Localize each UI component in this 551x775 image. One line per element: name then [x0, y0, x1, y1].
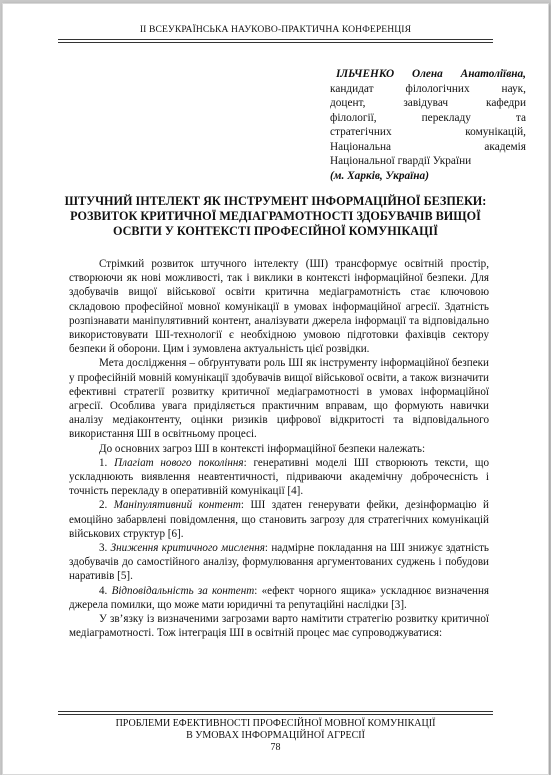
list-item [69, 456, 489, 499]
list-term: Плагіат нового покоління [114, 456, 244, 469]
author-line: стратегічних комунікацій, [330, 126, 526, 138]
list-text: : надмірне покладання на ШІ знижує здатність здобувачів до самостійного аналізу, формулювання аргументованих суджень і побудови наративів [5]. [69, 542, 489, 583]
list-number: 3. [99, 542, 108, 555]
list-term: Зниження критичного мислення [110, 542, 265, 555]
page-number: 78 [270, 742, 281, 753]
footer-line-2: В УМОВАХ ІНФОРМАЦІЙНОЇ АГРЕСІЇ [186, 730, 365, 741]
footer-line-1: ПРОБЛЕМИ ЕФЕКТИВНОСТІ ПРОФЕСІЙНОЇ МОВНОЇ КОМУНІКАЦІЇ [115, 718, 436, 729]
list-item [69, 541, 489, 584]
article-body [69, 257, 489, 640]
list-text: : генеративні моделі ШІ створюють тексти, що ускладнюють виявлення неавтентичності, підриваючи академічну доброчесність і точність перекладу в оперативній комунікації [4]. [69, 456, 489, 498]
paragraph: До основних загроз ШІ в контексті інформаційної безпеки належать: [99, 442, 426, 455]
paragraph: Стрімкий розвиток штучного інтелекту (ШІ) трансформує освітній простір, створюючи як нові можливості, так і виклики в контексті інформаційної безпеки. Для здобувачів вищої військової освіти критична медіаграмотність стає ключовою складовою професійної мовної комунікації в умовах інформаційної агресії. Здатність розпізнавати маніпулятивний контент, аналізувати джерела інформації та відповідально використовувати ШІ-технології є необхідною умовою підготовки фахівців сектору безпеки й оборони. Цим і зумовлена актуальність цієї розвідки. [69, 258, 489, 356]
author-line: Національна академія [330, 140, 526, 153]
running-header: II ВСЕУКРАЇНСЬКА НАУКОВО-ПРАКТИЧНА КОНФЕРЕНЦІЯ [139, 24, 412, 35]
list-term: Маніпулятивний контент [113, 499, 241, 512]
document-page [2, 3, 549, 775]
author-name: ІЛЬЧЕНКО Олена Анатоліївна, [336, 68, 526, 80]
author-line: кандидат філологічних наук, [330, 82, 526, 95]
author-line: Національної гвардії України [330, 155, 472, 167]
list-number: 1. [99, 456, 108, 469]
article-title: ШТУЧНИЙ ІНТЕЛЕКТ ЯК ІНСТРУМЕНТ ІНФОРМАЦІЙНОЇ БЕЗПЕКИ: РОЗВИТОК КРИТИЧНОЇ МЕДІАГРАМОТНОСТІ ЗДОБУВАЧІВ ВИЩОЇ ОСВІТИ У КОНТЕКСТІ ПРОФЕСІЙНОЇ КОМУНІКАЦІЇ [64, 194, 487, 238]
list-number: 4. [99, 584, 108, 597]
list-number: 2. [99, 499, 108, 512]
running-footer [58, 718, 493, 754]
author-line: доцент, завідувач кафедри [330, 97, 526, 109]
list-item [69, 584, 489, 612]
list-text: : ШІ здатен генерувати фейки, дезінформацію й емоційно забарвлені повідомлення, що становить загрозу для стратегічних комунікацій військових структур [6]. [69, 499, 489, 540]
author-block [330, 67, 526, 183]
header-rule [58, 39, 493, 43]
list-item [69, 498, 489, 541]
paragraph: У зв’язку із визначеними загрозами варто намітити стратегію розвитку критичної медіаграмотності. Тож інтеграція ШІ в освітній процес має супроводжуватися: [69, 613, 489, 640]
author-line: філології, перекладу та [330, 111, 526, 124]
footer-rule [58, 711, 493, 715]
author-city: (м. Харків, Україна) [330, 169, 429, 182]
paragraph: Мета дослідження – обґрунтувати роль ШІ як інструменту інформаційної безпеки у професійній мовній комунікації здобувачів вищої військової освіти, а також визначити ефективні стратегії розвитку критичної медіаграмотності в умовах інформаційної агресії. Особлива увага приділяється практичним вправам, що формують навички аналізу медіаконтенту, оцінки ризиків цифрової відкритості та відповідального використання ШІ в освітньому процесі. [69, 357, 489, 441]
list-text: : «ефект чорного ящика» ускладнює визначення джерела помилки, що може мати юридичні та репутаційні наслідки [3]. [69, 584, 489, 611]
list-term: Відповідальність за контент [111, 584, 255, 597]
